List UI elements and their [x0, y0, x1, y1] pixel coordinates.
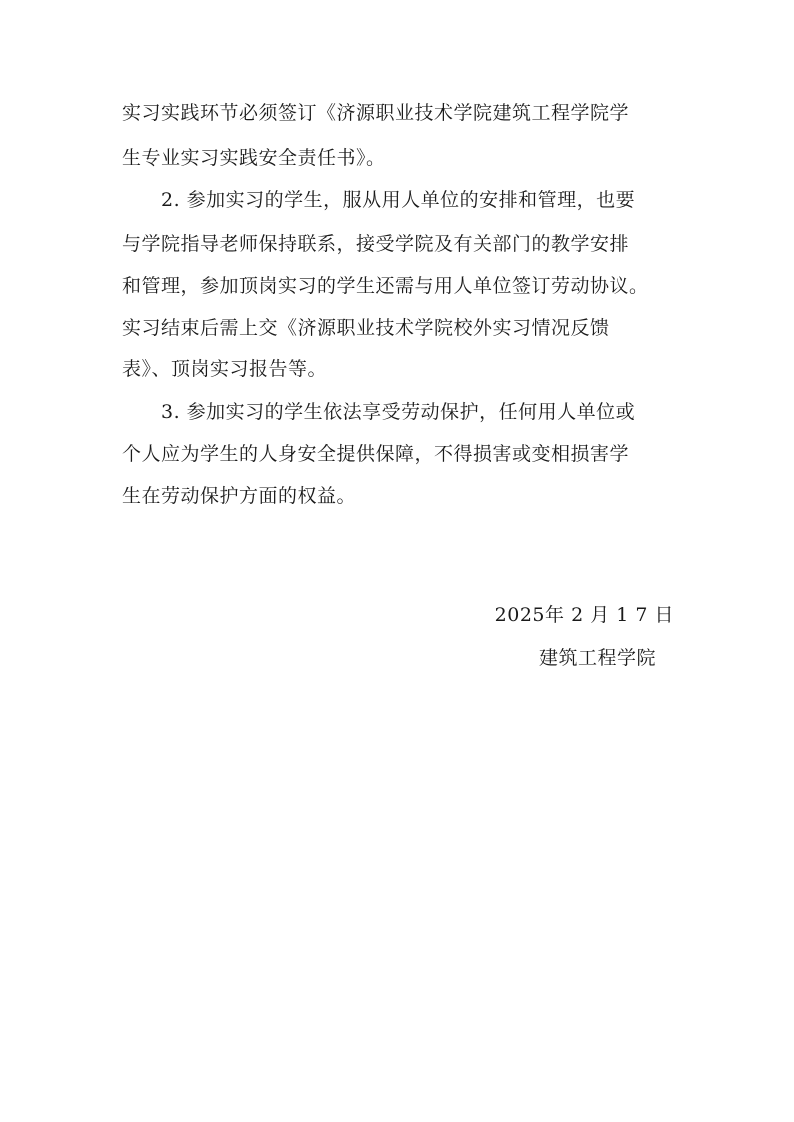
- paragraph-2-line-2: 与学院指导老师保持联系，接受学院及有关部门的教学安排: [122, 233, 630, 255]
- paragraph-2-line-1: 2. 参加实习的学生，服从用人单位的安排和管理，也要: [161, 189, 636, 211]
- paragraph-2-line-3: 和管理，参加顶岗实习的学生还需与用人单位签订劳动协议。: [122, 275, 649, 297]
- signature-date: 2025年 2 月 1 7 日: [494, 604, 674, 626]
- paragraph-2-line-4: 实习结束后需上交《济源职业技术学院校外实习情况反馈: [122, 317, 610, 339]
- paragraph-3-line-3: 生在劳动保护方面的权益。: [122, 485, 357, 507]
- signature-organization: 建筑工程学院: [538, 647, 656, 669]
- paragraph-3-line-1: 3. 参加实习的学生依法享受劳动保护，任何用人单位或: [161, 401, 636, 423]
- paragraph-3-line-2: 个人应为学生的人身安全提供保障，不得损害或变相损害学: [122, 443, 630, 465]
- paragraph-2-line-5: 表》、顶岗实习报告等。: [122, 358, 328, 380]
- paragraph-1-line-1: 实习实践环节必须签订《济源职业技术学院建筑工程学院学: [122, 102, 630, 124]
- paragraph-1-line-2: 生专业实习实践安全责任书》。: [122, 147, 386, 169]
